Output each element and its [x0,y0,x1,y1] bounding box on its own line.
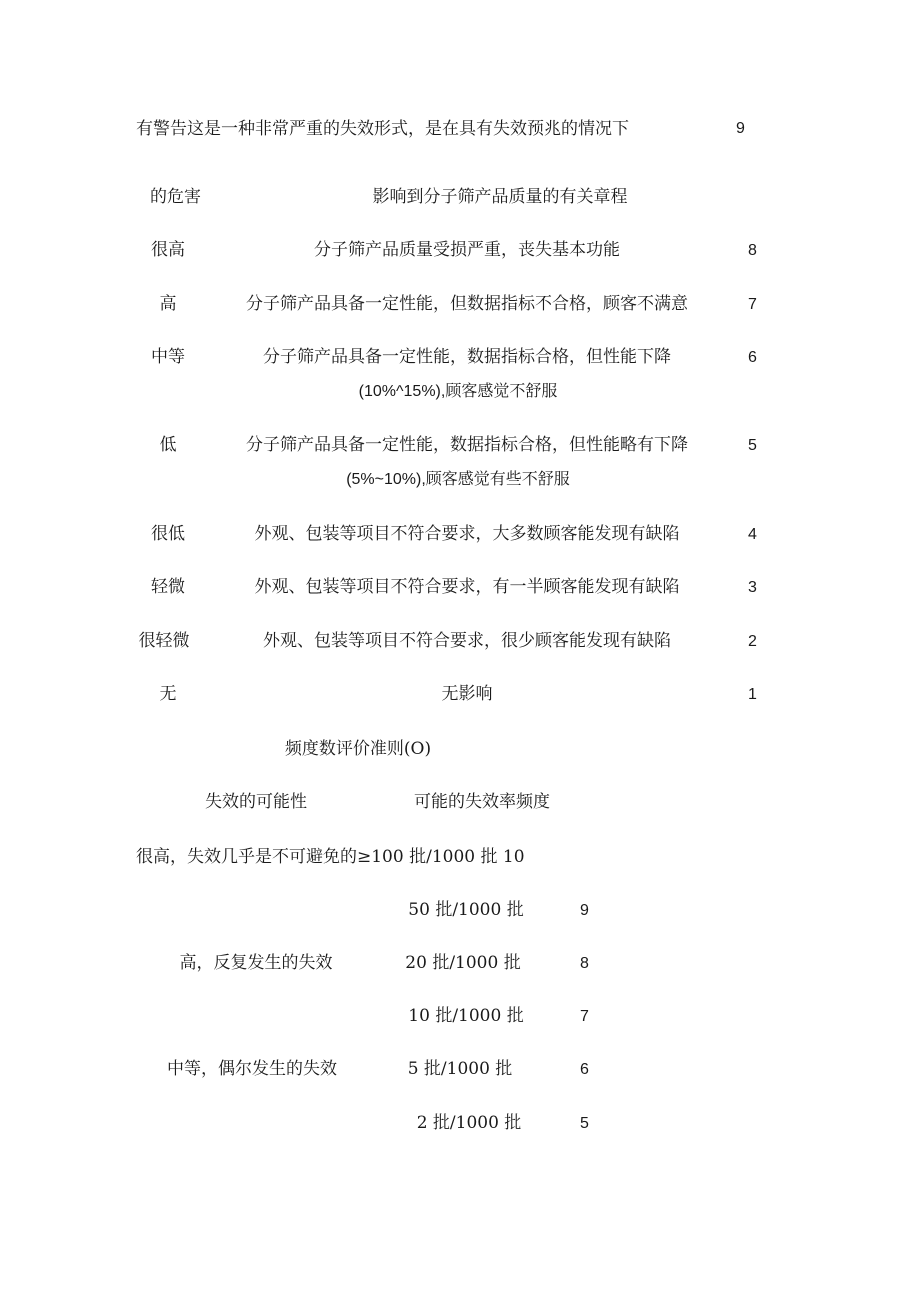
occurrence-title: 频度数评价准则(O) [284,739,432,759]
severity-desc: 分子筛产品具备一定性能，但数据指标不合格，顾客不满意 [246,294,688,314]
severity-desc-continued: (5%~10%),顾客感觉有些不舒服 [346,471,570,488]
severity-level: 很高 [151,240,185,260]
severity-level: 中等 [151,347,185,367]
severity-score: 6 [748,349,757,366]
intro-line-1: 有警告这是一种非常严重的失效形式，是在具有失效预兆的情况下 [136,119,629,139]
occurrence-score: 7 [580,1008,589,1025]
occurrence-rate: 20 批/1000 批 [405,953,521,973]
severity-score: 5 [748,437,757,454]
occurrence-header-rate: 可能的失效率频度 [414,792,550,812]
severity-desc: 外观、包装等项目不符合要求，有一半顾客能发现有缺陷 [254,577,680,597]
occurrence-header-possibility: 失效的可能性 [205,792,307,812]
severity-level: 无 [159,684,177,704]
severity-level: 高 [159,294,177,314]
occurrence-possibility: 中等，偶尔发生的失效 [167,1059,337,1079]
severity-desc: 分子筛产品具备一定性能，数据指标合格，但性能略有下降 [246,435,688,455]
occurrence-possibility: 高，反复发生的失效 [179,953,333,973]
occurrence-score: 9 [580,902,589,919]
severity-level: 很低 [151,524,185,544]
severity-desc: 外观、包装等项目不符合要求，大多数顾客能发现有缺陷 [254,524,680,544]
severity-level: 低 [159,435,177,455]
occurrence-score: 5 [580,1115,589,1132]
severity-desc: 分子筛产品质量受损严重，丧失基本功能 [314,240,620,260]
occurrence-rate: 50 批/1000 批 [408,900,524,920]
intro-line-1-score: 9 [736,120,745,137]
severity-score: 3 [748,579,757,596]
severity-score: 8 [748,242,757,259]
intro-line-2-label: 的危害 [150,187,201,207]
severity-desc-continued: (10%^15%),顾客感觉不舒服 [358,383,558,400]
occurrence-score: 6 [580,1061,589,1078]
severity-score: 7 [748,296,757,313]
severity-desc: 分子筛产品具备一定性能，数据指标合格，但性能下降 [263,347,671,367]
severity-level: 很轻微 [138,631,190,651]
severity-desc: 无影响 [441,684,493,704]
occurrence-rate: 2 批/1000 批 [416,1113,522,1133]
severity-score: 1 [748,686,757,703]
occurrence-first-row: 很高，失效几乎是不可避免的≥100 批/1000 批 10 [136,847,525,867]
occurrence-rate: 10 批/1000 批 [408,1006,524,1026]
severity-score: 2 [748,633,757,650]
occurrence-score: 8 [580,955,589,972]
occurrence-rate: 5 批/1000 批 [407,1059,513,1079]
severity-score: 4 [748,526,757,543]
severity-desc: 外观、包装等项目不符合要求，很少顾客能发现有缺陷 [263,631,671,651]
intro-line-2-text: 影响到分子筛产品质量的有关章程 [372,187,628,207]
severity-level: 轻微 [151,577,185,597]
